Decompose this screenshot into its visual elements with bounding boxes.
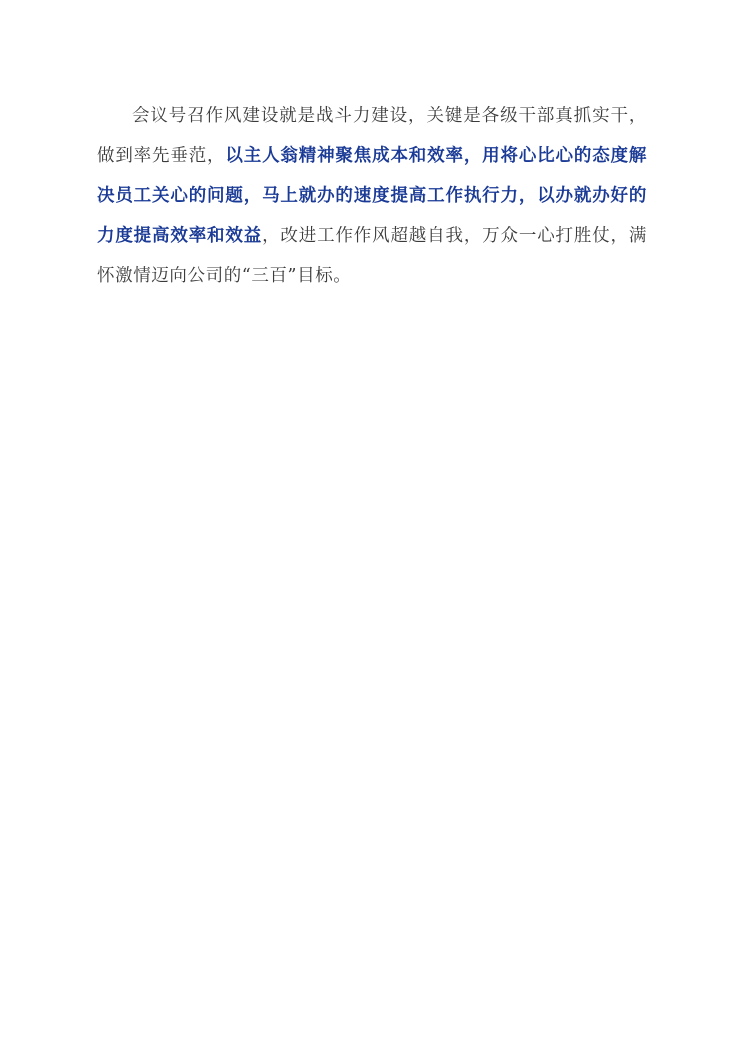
body-paragraph <box>97 96 647 296</box>
paragraph-segment-highlight: 以主人翁精神聚焦成本和效率，用将心比心的态度解决员工关心的问题，马上就办的速度提高工作执行力，以办就办好的力度提高效率和效益 <box>97 145 647 246</box>
paragraph-segment-intro: 会议号召作风建设就是战斗力建设，关键是各级干部真抓实干，做到率先垂范， <box>97 105 647 166</box>
paragraph-segment-closing: ，改进工作作风超越自我，万众一心打胜仗，满怀激情迈向公司的“三百”目标。 <box>97 225 647 286</box>
document-body <box>97 78 647 313</box>
